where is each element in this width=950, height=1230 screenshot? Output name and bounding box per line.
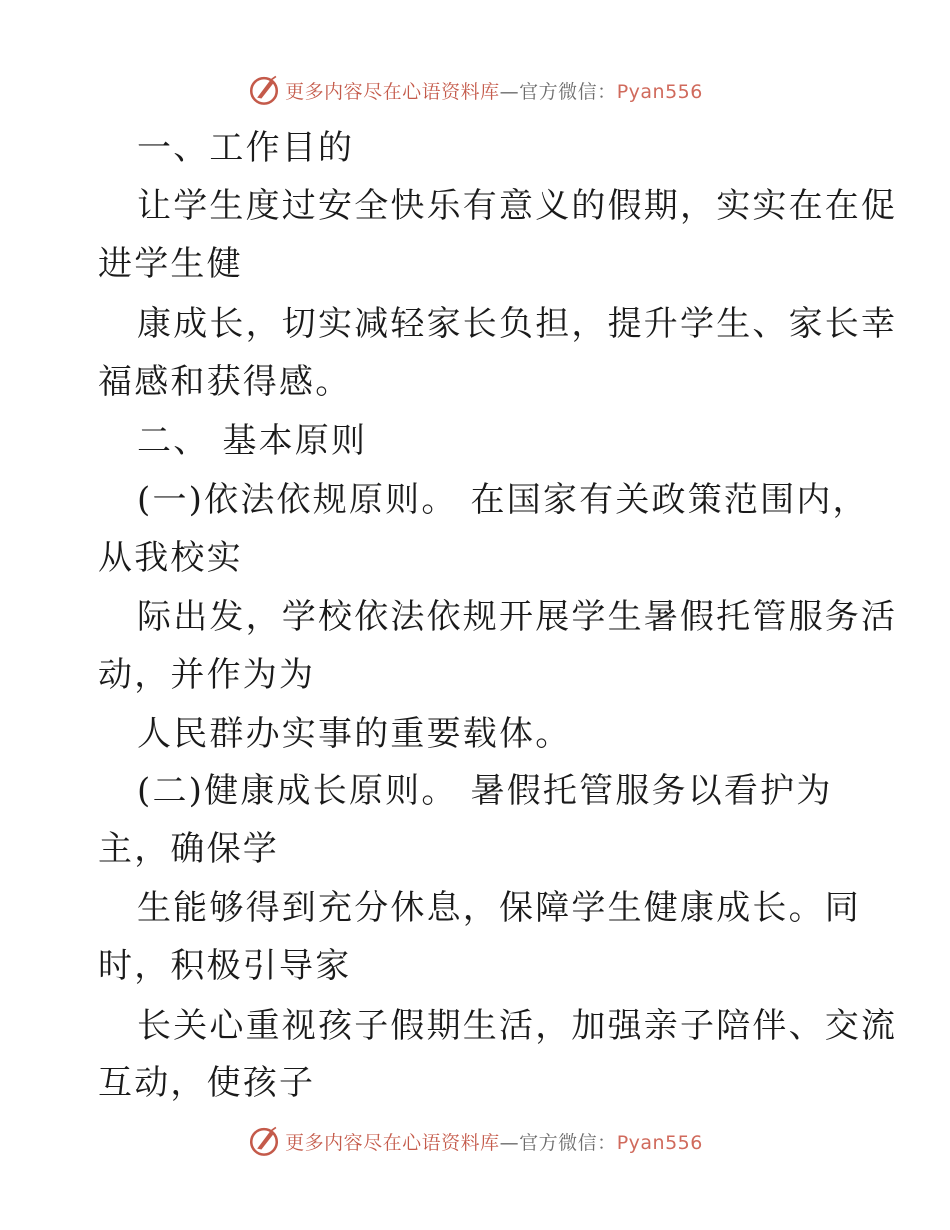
watermark-text bbox=[285, 1128, 703, 1155]
watermark-wechat-id: Pyan556 bbox=[616, 1131, 703, 1154]
subheading-2: (二)健康成长原则。 暑假托管服务以看护为 bbox=[137, 771, 833, 811]
text-line: 动，并作为为 bbox=[98, 655, 316, 695]
quill-circle-logo-icon bbox=[247, 1124, 281, 1158]
text-line: 福感和获得感。 bbox=[98, 362, 352, 402]
footer-watermark bbox=[0, 1121, 950, 1161]
text-line: 让学生度过安全快乐有意义的假期，实实在在促 bbox=[137, 186, 898, 226]
heading-1: 一、工作目的 bbox=[137, 128, 355, 168]
watermark-main: 更多内容尽在心语资料库 bbox=[285, 80, 500, 103]
text-line: 从我校实 bbox=[98, 538, 243, 578]
watermark-wechat-label: 官方微信： bbox=[519, 1131, 617, 1154]
watermark-wechat-id: Pyan556 bbox=[616, 80, 703, 103]
text-line: 生能够得到充分休息，保障学生健康成长。同 bbox=[137, 888, 861, 928]
text-line: 主，确保学 bbox=[98, 829, 279, 869]
text-line: 长关心重视孩子假期生活，加强亲子陪伴、交流 bbox=[137, 1006, 898, 1046]
subheading-1: (一)依法依规原则。 在国家有关政策范围内， bbox=[137, 480, 869, 520]
text-line: 康成长，切实减轻家长负担，提升学生、家长幸 bbox=[137, 304, 898, 344]
watermark-main: 更多内容尽在心语资料库 bbox=[285, 1131, 500, 1154]
text-line: 互动，使孩子 bbox=[98, 1063, 316, 1103]
watermark-separator: — bbox=[499, 80, 520, 103]
text-line: 际出发，学校依法依规开展学生暑假托管服务活 bbox=[137, 597, 898, 637]
watermark-separator: — bbox=[499, 1131, 520, 1154]
text-line: 时，积极引导家 bbox=[98, 946, 352, 986]
text-line: 人民群办实事的重要载体。 bbox=[137, 714, 572, 754]
watermark-wechat-label: 官方微信： bbox=[519, 80, 617, 103]
text-line: 进学生健 bbox=[98, 244, 243, 284]
heading-2: 二、 基本原则 bbox=[137, 421, 368, 461]
